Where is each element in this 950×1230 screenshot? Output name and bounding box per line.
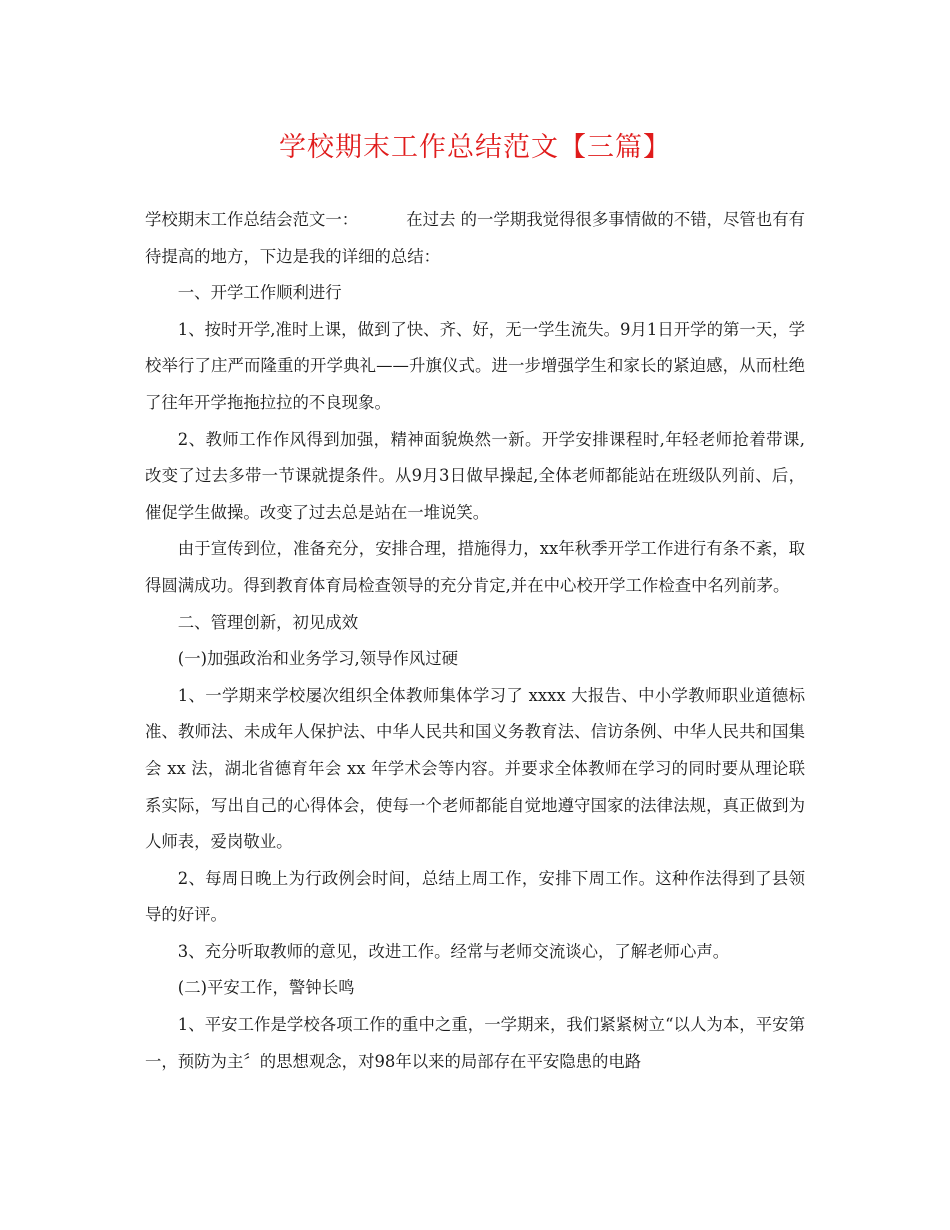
document-title: 学校期末工作总结范文【三篇】 — [279, 132, 671, 163]
paragraph-6: 3、充分听取教师的意见，改进工作。经常与老师交流谈心，了解老师心声。 — [177, 941, 730, 961]
paragraph-1: 1、按时开学,准时上课，做到了快、齐、好，无一学生流失。9月1日开学的第一天，学校举行了庄严而隆重的开学典礼——升旗仪式。进一步增强学生和家长的紧迫感，从而杜绝了往年开学拖拖拉拉的不良现象。 — [145, 319, 805, 412]
intro-lead: 学校期末工作总结会范文一： — [145, 210, 359, 229]
intro-text: 在过去 的一学期我觉得很多事情做的不错，尽管也有有待提高的地方，下边是我的详细的总结： — [145, 210, 806, 266]
document-body — [145, 202, 805, 1080]
paragraph-7: 1、平安工作是学校各项工作的重中之重，一学期来，我们紧紧树立“以人为本，平安第一，预防为主〞的思想观念，对98年以来的局部存在平安隐患的电路 — [145, 1015, 805, 1071]
intro-paragraph — [145, 202, 805, 275]
paragraph-2: 2、教师工作作风得到加强，精神面貌焕然一新。开学安排课程时,年轻老师抢着带课,改变了过去多带一节课就提条件。从9月3日做早操起,全体老师都能站在班级队列前、后，催促学生做操。改变了过去总是站在一堆说笑。 — [145, 429, 805, 522]
heading-section-1: 一、开学工作顺利进行 — [177, 283, 342, 303]
heading-section-2: 二、管理创新，初见成效 — [177, 612, 359, 632]
paragraph-3: 由于宣传到位，准备充分，安排合理，措施得力，xx年秋季开学工作进行有条不紊，取得圆满成功。得到教育体育局检查领导的充分肯定,并在中心校开学工作检查中名列前茅。 — [145, 539, 805, 595]
paragraph-5: 2、每周日晚上为行政例会时间，总结上周工作，安排下周工作。这种作法得到了县领导的好评。 — [145, 868, 805, 925]
subheading-1: (一)加强政治和业务学习,领导作风过硬 — [177, 649, 459, 669]
paragraph-4: 1、一学期来学校屡次组织全体教师集体学习了 xxxx 大报告、中小学教师职业道德标准、教师法、未成年人保护法、中华人民共和国义务教育法、信访条例、中华人民共和国集会 xx 法，湖北省德育年会 xx 年学术会等内容。并要求全体教师在学习的同时要从理论联系实际，写出自己的心得体会，使每一个老师都能自觉地遵守国家的法律法规，真正做到为人师表，爱岗敬业。 — [145, 685, 805, 852]
subheading-2: (二)平安工作，警钟长鸣 — [177, 978, 355, 998]
